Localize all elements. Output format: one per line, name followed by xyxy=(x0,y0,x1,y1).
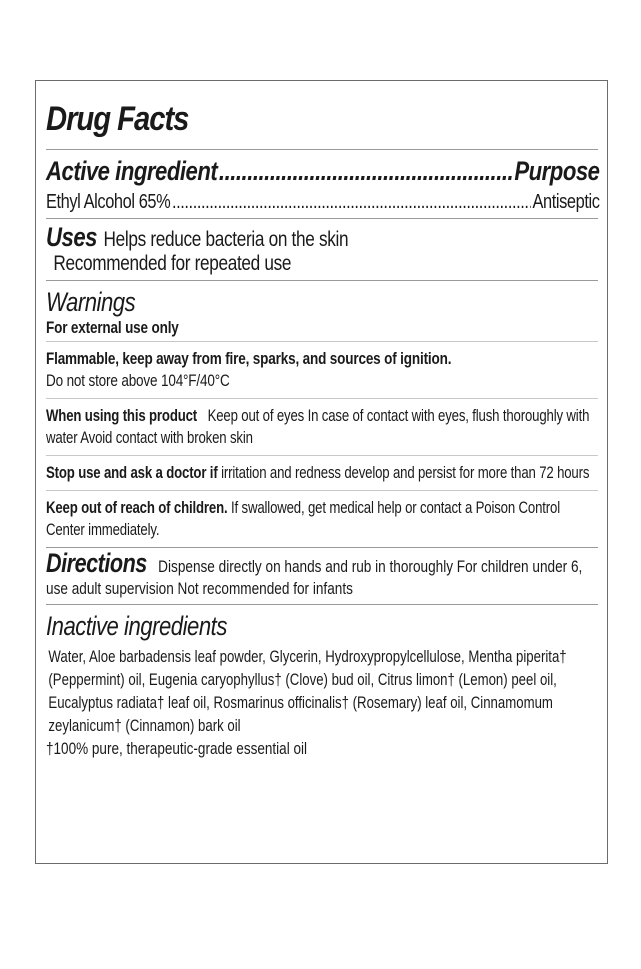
stop-use-block xyxy=(46,456,598,490)
active-ingredient-value: Ethyl Alcohol 65% xyxy=(46,191,171,213)
uses-section xyxy=(46,219,598,280)
leader-dots xyxy=(172,188,531,216)
active-ingredient-row xyxy=(46,188,600,218)
footnote-text: †100% pure, therapeutic-grade essential oil xyxy=(46,740,308,758)
drug-facts-panel xyxy=(35,80,608,864)
uses-heading: Uses xyxy=(46,222,97,252)
when-using-paragraph xyxy=(46,405,598,449)
warnings-section xyxy=(46,281,598,341)
inactive-ingredients-heading: Inactive ingredients xyxy=(46,611,227,641)
children-block xyxy=(46,491,598,547)
stop-use-paragraph xyxy=(46,462,598,484)
directions-heading: Directions xyxy=(46,548,147,578)
active-ingredient-section xyxy=(46,154,600,218)
flammable-text: Flammable, keep away from fire, sparks, and sources of ignition. xyxy=(46,350,452,368)
stop-use-label: Stop use and ask a doctor if xyxy=(46,464,218,482)
stop-use-text: irritation and redness develop and persist for more than 72 hours xyxy=(221,464,590,482)
children-paragraph xyxy=(46,497,598,541)
directions-section xyxy=(46,548,598,604)
directions-paragraph xyxy=(46,548,598,600)
inactive-ingredients-text: Water, Aloe barbadensis leaf powder, Glycerin, Hydroxypropylcellulose, Mentha piperita† (Peppermint) oil, Eugenia caryophyllus† (Clove) bud oil, Citrus limon† (Lemon) peel oil, Eucalyptus radiata† leaf oil, Rosmarinus officinalis† (Rosemary) leaf oil, Cinnamomum zeylanicum† (Cinnamon) bark oil xyxy=(48,648,567,735)
children-label: Keep out of reach of children. xyxy=(46,499,228,517)
purpose-heading: Purpose xyxy=(514,156,600,186)
active-ingredient-header-row xyxy=(46,154,600,188)
inactive-ingredients-section xyxy=(46,605,598,761)
uses-text-1: Helps reduce bacteria on the skin xyxy=(103,228,349,251)
directions-text: Dispense directly on hands and rub in thoroughly For children under 6, use adult supervision Not recommended for infants xyxy=(46,557,583,598)
purpose-value: Antiseptic xyxy=(532,191,600,213)
children-text: If swallowed, get medical help or contact a Poison Control Center immediately. xyxy=(46,499,560,539)
divider xyxy=(46,149,598,150)
uses-line-1 xyxy=(46,222,499,252)
storage-text: Do not store above 104°F/40°C xyxy=(46,372,230,390)
external-use-text: For external use only xyxy=(46,319,179,337)
warnings-heading: Warnings xyxy=(46,287,136,317)
active-ingredient-heading: Active ingredient xyxy=(46,156,218,186)
flammable-block xyxy=(46,342,598,398)
when-using-block xyxy=(46,399,598,455)
when-using-text: Keep out of eyes In case of contact with eyes, flush thoroughly with water Avoid contact with broken skin xyxy=(46,407,590,447)
panel-title: Drug Facts xyxy=(46,100,189,138)
when-using-label: When using this product xyxy=(46,407,198,425)
leader-dots xyxy=(219,154,513,188)
uses-text-2: Recommended for repeated use xyxy=(53,252,292,275)
